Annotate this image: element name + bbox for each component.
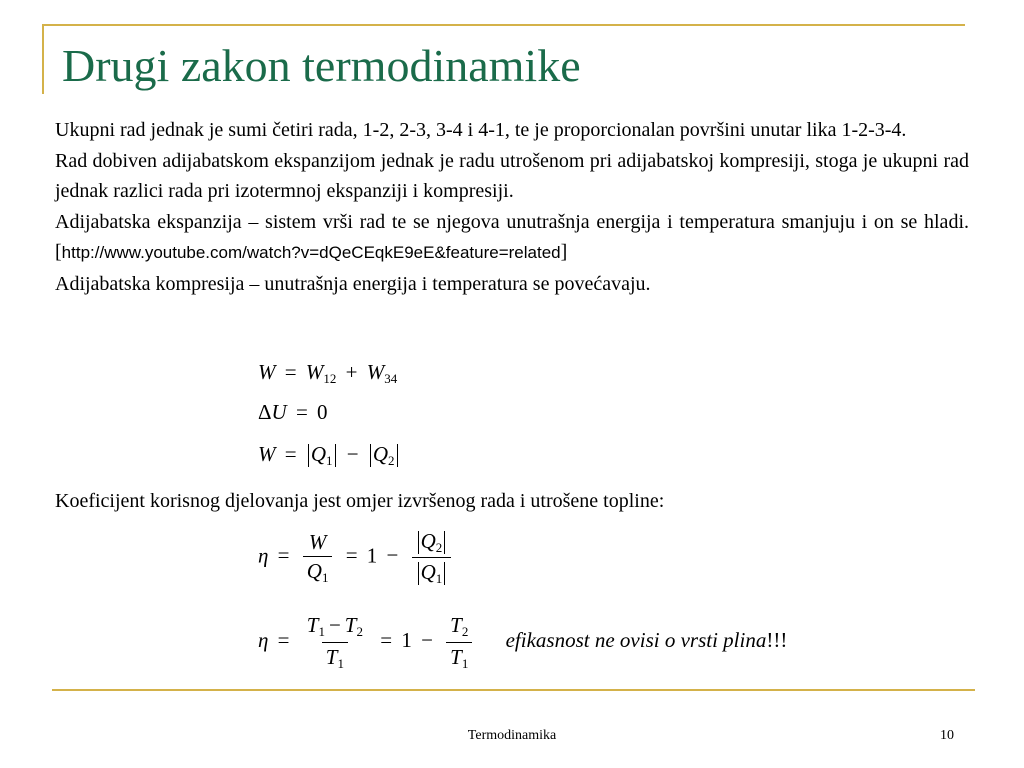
youtube-link[interactable]: http://www.youtube.com/watch?v=dQeCEqkE9eE&feature=related [61, 243, 561, 262]
subscript-1: 1 [321, 569, 329, 585]
formula-total-work [258, 360, 397, 387]
efficiency-note: efikasnost ne ovisi o vrsti plina [505, 627, 767, 652]
paragraph-total-work: Ukupni rad jednak je sumi četiri rada, 1-2, 2-3, 3-4 i 4-1, te je proporcionalan površini unutar lika 1-2-3-4. [55, 119, 907, 141]
body-text [55, 115, 969, 299]
denominator [322, 642, 348, 671]
symbol-w: W [308, 529, 327, 554]
denominator [303, 556, 333, 585]
top-accent-line [42, 24, 965, 26]
subscript-1: 1 [461, 655, 469, 671]
abs-q2 [370, 444, 398, 467]
paragraph-adiabatic-compression: Adijabatska kompresija – unutrašnja energija i temperatura se povećavaju. [55, 272, 651, 295]
one: 1 [401, 627, 412, 652]
subscript-2: 2 [388, 453, 395, 468]
abs-q2 [418, 531, 446, 554]
abs-q1 [418, 562, 446, 585]
fraction-t1-minus-t2-over-t1 [303, 614, 367, 670]
subscript-2: 2 [435, 540, 443, 555]
formula-work-heat [258, 442, 400, 467]
one: 1 [366, 543, 378, 568]
equals-sign: = [380, 627, 393, 652]
minus-sign: − [421, 627, 433, 652]
zero: 0 [317, 400, 328, 424]
symbol-t: T [450, 613, 462, 637]
eta-symbol: η [258, 543, 269, 568]
subscript-34: 34 [384, 371, 398, 386]
equals-sign: = [277, 627, 290, 652]
fraction-q2-over-q1 [412, 530, 452, 585]
subscript-1: 1 [318, 624, 325, 639]
minus-sign: − [328, 613, 341, 637]
symbol-t: T [450, 644, 462, 669]
subscript-12: 12 [323, 371, 337, 386]
expansion-text: Adijabatska ekspanzija – sistem vrši rad te se njegova unutrašnja energija i temperatura smanjuju i on se hladi. [ [55, 210, 969, 263]
equals-sign: = [295, 400, 308, 424]
numerator [303, 614, 367, 642]
symbol-q: Q [310, 442, 327, 466]
fraction-t2-over-t1 [446, 614, 472, 670]
symbol-t: T [306, 613, 319, 637]
numerator [305, 531, 331, 556]
subscript-1: 1 [435, 571, 443, 586]
left-accent-bar [42, 24, 44, 94]
bottom-accent-line [52, 689, 975, 691]
abs-q1 [308, 444, 336, 467]
eta-symbol: η [258, 627, 269, 652]
symbol-q: Q [306, 558, 322, 583]
numerator [446, 614, 472, 642]
subscript-2: 2 [356, 624, 363, 639]
equals-sign: = [284, 442, 297, 466]
symbol-q: Q [372, 442, 389, 466]
subscript-1: 1 [326, 453, 333, 468]
plus-sign: + [345, 360, 358, 384]
efficiency-intro: Koeficijent korisnog djelovanja jest omjer izvršenog rada i utrošene topline: [55, 490, 665, 512]
numerator [412, 530, 452, 557]
footer-label: Termodinamika [467, 728, 557, 743]
paragraph-adiabatic-work: Rad dobiven adijabatskom ekspanzijom jednak je radu utrošenom pri adijabatskoj kompresiji, stoga je ukupni rad jednak razlici rada pri izotermnoj ekspanziji i kompresiji. [55, 149, 969, 202]
slide-title: Drugi zakon termodinamike [62, 40, 581, 91]
minus-sign: − [386, 543, 399, 568]
equals-sign: = [277, 543, 290, 568]
denominator [446, 642, 472, 671]
bracket-close: ] [560, 241, 568, 263]
equals-sign: = [345, 543, 358, 568]
formula-internal-energy [258, 400, 328, 425]
symbol-w: W [258, 360, 276, 384]
efficiency-intro-block [55, 486, 969, 517]
subscript-2: 2 [461, 624, 469, 639]
denominator [412, 557, 452, 585]
paragraph-adiabatic-expansion [55, 207, 969, 269]
formula-efficiency-heat [258, 530, 455, 585]
subscript-1: 1 [337, 655, 344, 671]
symbol-w: W [258, 442, 276, 466]
symbol-t: T [344, 613, 357, 637]
formula-efficiency-temperature [258, 614, 787, 670]
delta-symbol: Δ [258, 400, 272, 424]
symbol-q: Q [420, 560, 436, 584]
equals-sign: = [284, 360, 297, 384]
minus-sign: − [346, 442, 359, 466]
note-exclaim: !!! [766, 627, 788, 652]
symbol-t: T [325, 644, 338, 669]
fraction-w-over-q1 [303, 531, 333, 585]
symbol-w: W [305, 360, 324, 384]
symbol-u: U [271, 400, 287, 424]
symbol-q: Q [420, 529, 436, 553]
symbol-w: W [366, 360, 385, 384]
page-number: 10 [940, 728, 954, 743]
